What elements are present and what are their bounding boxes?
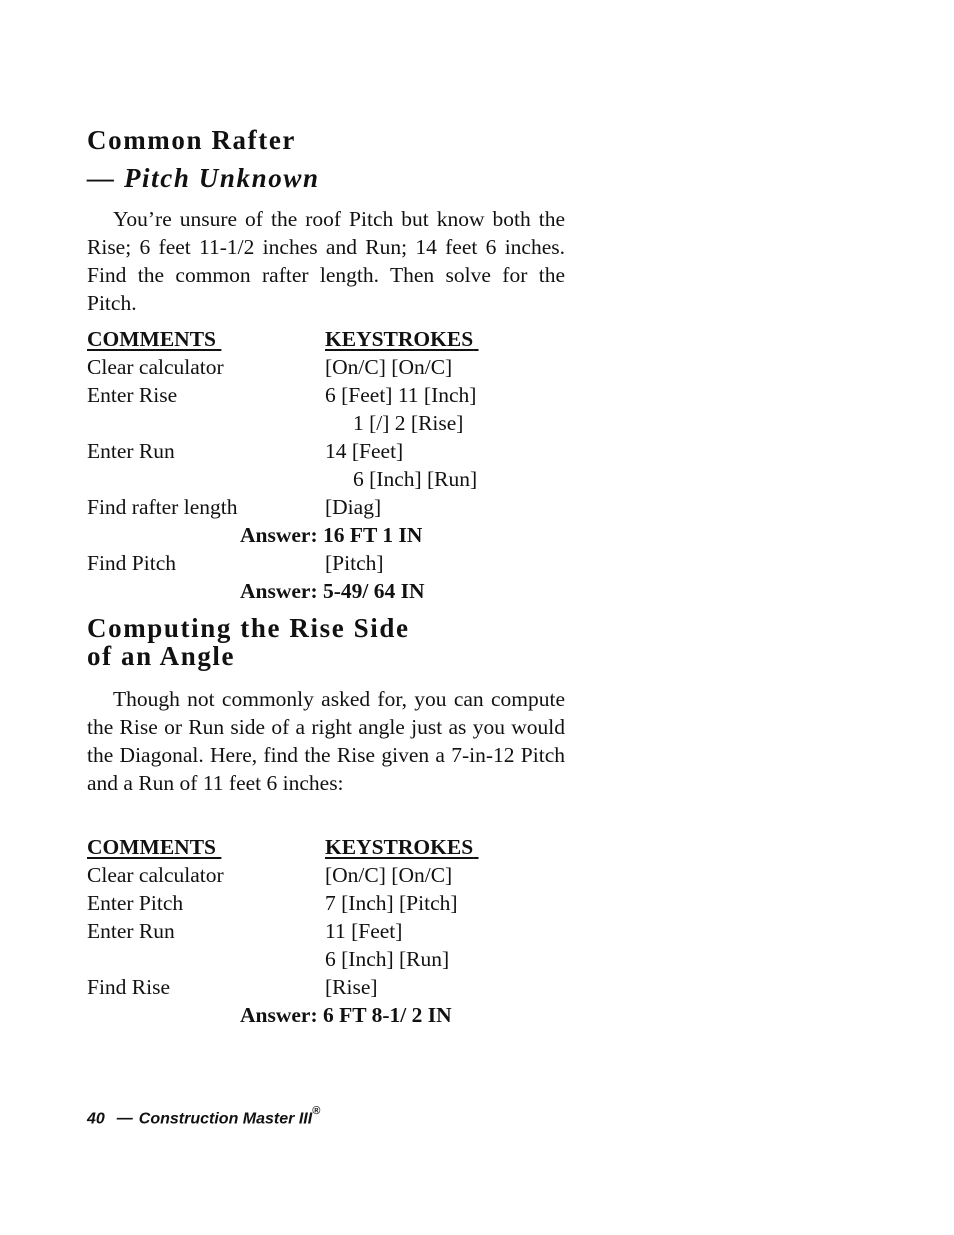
- comments-column-header: COMMENTS: [87, 327, 216, 351]
- section-heading-common-rafter: [87, 121, 320, 197]
- comment-cell: Enter Rise: [87, 383, 178, 407]
- keystroke-table-pitch-unknown: [87, 325, 565, 605]
- keystroke-cell: 6 [Inch] [Run]: [353, 467, 478, 491]
- section-heading-rise-side: [87, 614, 410, 670]
- keystroke-cell: 1 [/] 2 [Rise]: [353, 411, 464, 435]
- keystroke-cell: 11 [Feet]: [325, 919, 403, 943]
- table-row: [87, 409, 565, 437]
- comment-cell: Enter Pitch: [87, 891, 184, 915]
- answer-row: [87, 521, 565, 549]
- keystroke-table-rise-side: [87, 833, 565, 1029]
- table-header-row: [87, 325, 565, 353]
- comment-cell: Enter Run: [87, 919, 175, 943]
- table-row: [87, 465, 565, 493]
- subtitle-text: Pitch Unknown: [123, 163, 320, 193]
- table-row: [87, 973, 565, 1001]
- comment-cell: Find Rise: [87, 975, 171, 999]
- table-row: [87, 437, 565, 465]
- answer-row: [87, 1001, 565, 1029]
- intro-paragraph-pitch-unknown: You’re unsure of the roof Pitch but know both the Rise; 6 feet 11-1/2 inches and Run; 14 feet 6 inches. Find the common rafter length. Then solve for the Pitch.: [87, 207, 565, 315]
- table-row: [87, 917, 565, 945]
- keystrokes-column-header: KEYSTROKES: [325, 327, 474, 351]
- registered-mark: ®: [312, 1105, 321, 1117]
- book-title: Construction Master III: [138, 1110, 313, 1128]
- keystroke-cell: [Diag]: [325, 495, 382, 519]
- comment-cell: Clear calculator: [87, 863, 224, 887]
- table-row: [87, 493, 565, 521]
- keystroke-cell: [Pitch]: [325, 551, 384, 575]
- table-header-row: [87, 833, 565, 861]
- table-row: [87, 945, 565, 973]
- keystroke-cell: [On/C] [On/C]: [325, 863, 453, 887]
- table-row: [87, 353, 565, 381]
- comment-cell: Find rafter length: [87, 495, 238, 519]
- answer-text: Answer: 6 FT 8-1/ 2 IN: [240, 1003, 452, 1027]
- keystroke-cell: 14 [Feet]: [325, 439, 404, 463]
- table-row: [87, 549, 565, 577]
- keystroke-cell: 6 [Inch] [Run]: [325, 947, 450, 971]
- comment-cell: Enter Run: [87, 439, 175, 463]
- footer-separator: —: [116, 1110, 133, 1128]
- heading-title-line-2: of an Angle: [87, 641, 236, 671]
- answer-text: Answer: 16 FT 1 IN: [240, 523, 423, 547]
- table-row: [87, 861, 565, 889]
- answer-row: [87, 577, 565, 605]
- keystroke-cell: [On/C] [On/C]: [325, 355, 453, 379]
- comment-cell: Find Pitch: [87, 551, 177, 575]
- page-footer: [87, 1105, 321, 1128]
- keystroke-cell: 7 [Inch] [Pitch]: [325, 891, 458, 915]
- subtitle-dash: —: [87, 163, 124, 193]
- comment-cell: Clear calculator: [87, 355, 224, 379]
- heading-title-line-1: Computing the Rise Side: [87, 613, 410, 643]
- keystroke-cell: [Rise]: [325, 975, 378, 999]
- comments-column-header: COMMENTS: [87, 835, 216, 859]
- page-number: 40: [87, 1110, 105, 1128]
- heading-title: Common Rafter: [87, 125, 296, 155]
- heading-subtitle: [87, 159, 320, 197]
- table-row: [87, 381, 565, 409]
- answer-text: Answer: 5-49/ 64 IN: [240, 579, 425, 603]
- table-row: [87, 889, 565, 917]
- keystrokes-column-header: KEYSTROKES: [325, 835, 474, 859]
- keystroke-cell: 6 [Feet] 11 [Inch]: [325, 383, 477, 407]
- intro-paragraph-rise-side: Though not commonly asked for, you can compute the Rise or Run side of a right angle just as you would the Diagonal. Here, find the Rise given a 7-in-12 Pitch and a Run of 11 feet 6 inches:: [87, 687, 565, 795]
